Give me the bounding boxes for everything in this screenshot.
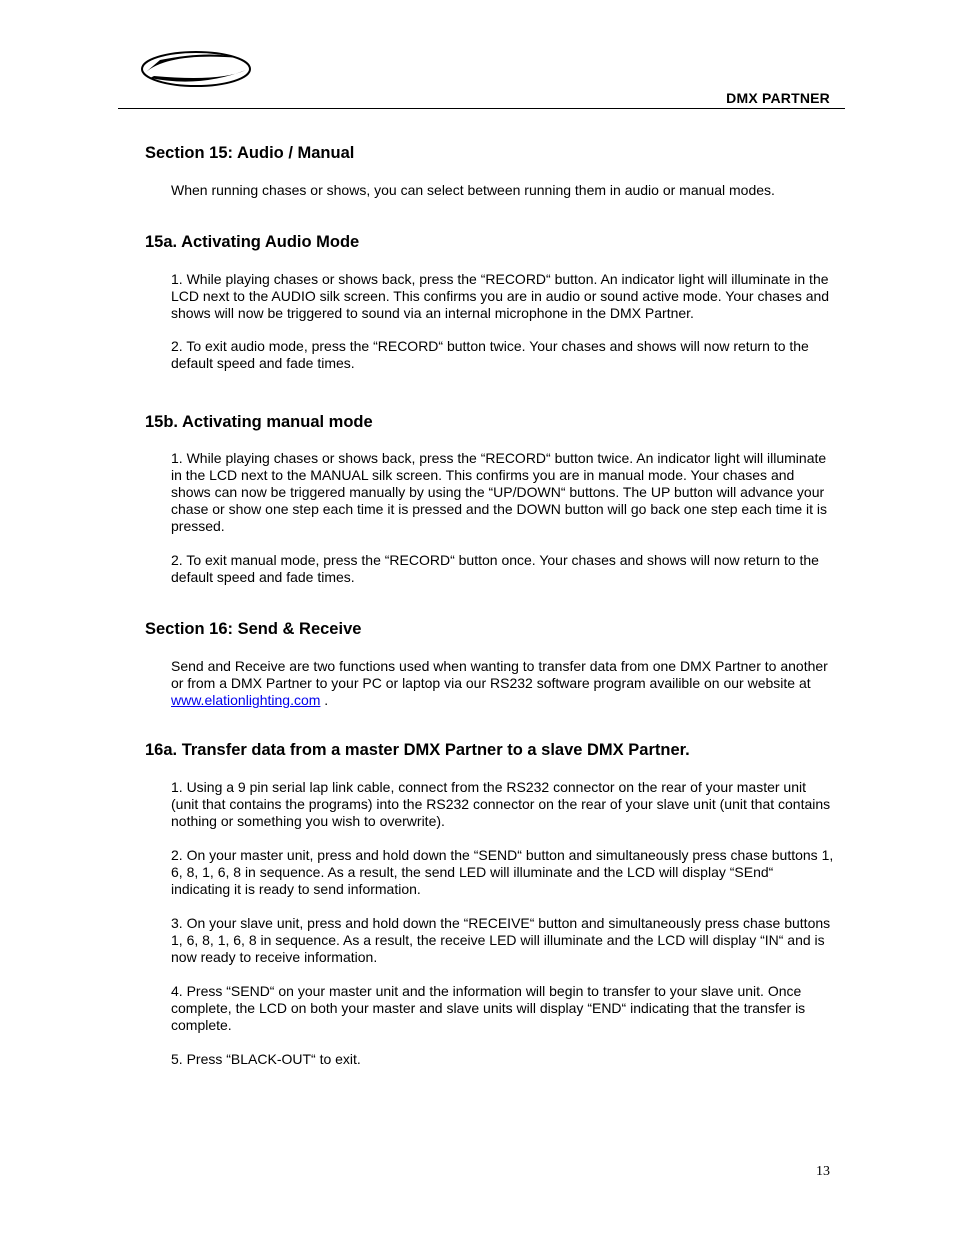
section-15b-step-1: 1. While playing chases or shows back, press the “RECORD“ button twice. An indicator light will illuminate in the LCD next to the MANUAL silk screen. This confirms you are in manual mode. Your chases and shows can now be triggered manually by using the “UP/DOWN“ buttons. The UP button will advance your chase or show one step each time it is pressed and the DOWN button will go back one step each time it is pressed. [171,450,827,535]
section-15a-heading: 15a. Activating Audio Mode [145,232,360,251]
section-16-intro-text: Send and Receive are two functions used when wanting to transfer data from one DMX Partner to another or from a DMX Partner to your PC or laptop via our RS232 software program availible on our website at [171,658,828,692]
section-15-heading: Section 15: Audio / Manual [145,144,355,162]
section-16a-heading: 16a. Transfer data from a master DMX Partner to a slave DMX Partner. [145,741,690,760]
elation-website-link[interactable]: www.elationlighting.com [171,692,321,709]
section-16-intro [145,658,835,709]
section-16a-step-5: 5. Press “BLACK-OUT“ to exit. [171,1050,361,1067]
logo-graphic [140,48,252,90]
page-content [145,140,835,1068]
section-15a-step-1: 1. While playing chases or shows back, press the “RECORD“ button. An indicator light will illuminate in the LCD next to the AUDIO silk screen. This confirms you are in audio or sound active mode. Your chases and shows will now be triggered to sound via an internal microphone in the DMX Partner. [171,270,830,321]
section-16a-step-4: 4. Press “SEND“ on your master unit and the information will begin to transfer to your slave unit. Once complete, the LCD on both your master and slave units will display “END“ indicating that the transfer is complete. [171,982,806,1033]
section-16-heading: Section 16: Send & Receive [145,620,362,639]
section-15b-step-2: 2. To exit manual mode, press the “RECORD“ button once. Your chases and shows will now return to the default speed and fade times. [171,552,819,586]
page-number: 13 [816,1164,830,1179]
section-15b-heading: 15b. Activating manual mode [145,412,373,431]
header-divider [118,108,845,109]
section-16a-step-2: 2. On your master unit, press and hold down the “SEND“ button and simultaneously press chase buttons 1, 6, 8, 1, 6, 8 in sequence. As a result, the send LED will illuminate and the LCD will display “SEnd“ indicating it is ready to send information. [171,846,834,897]
section-16a-step-1: 1. Using a 9 pin serial lap link cable, connect from the RS232 connector on the rear of your master unit (unit that contains the programs) into the RS232 connector on the rear of your slave unit (unit that contains nothing or something you wish to overwrite). [171,778,831,829]
header-title: DMX PARTNER [726,90,830,106]
section-15-intro: When running chases or shows, you can select between running them in audio or manual modes. [171,181,775,198]
section-16a-step-3: 3. On your slave unit, press and hold down the “RECEIVE“ button and simultaneously press chase buttons 1, 6, 8, 1, 6, 8 in sequence. As a result, the receive LED will illuminate and the LCD will display “IN“ and is now ready to receive information. [171,914,831,965]
section-15a-step-2: 2. To exit audio mode, press the “RECORD“ button twice. Your chases and shows will now return to the default speed and fade times. [171,337,809,371]
elation-logo [140,48,252,90]
section-16-intro-end: . [320,692,329,709]
